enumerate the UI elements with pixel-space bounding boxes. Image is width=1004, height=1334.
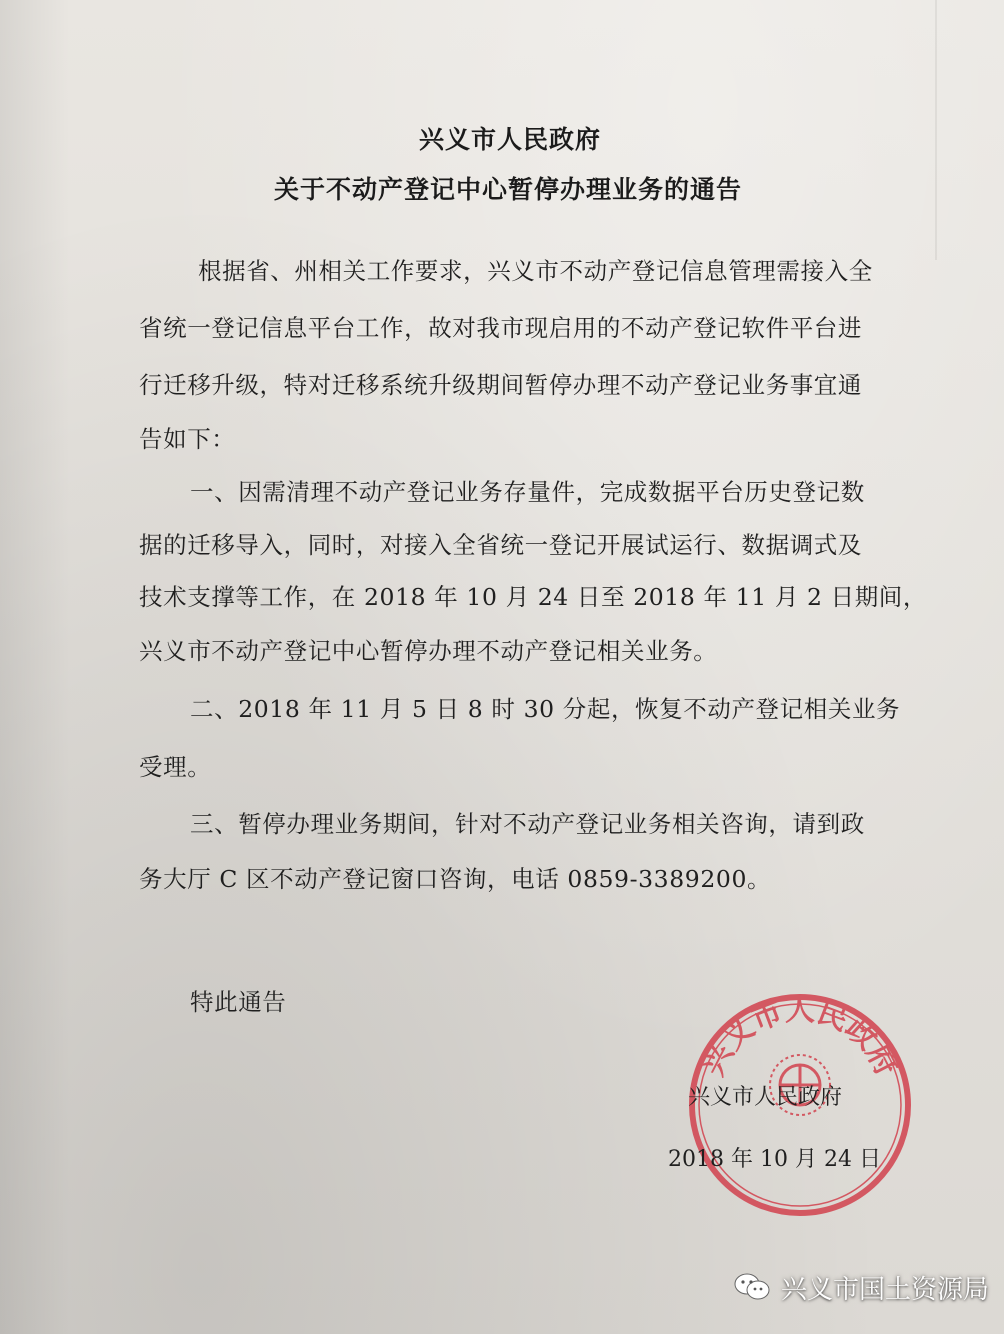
body-line: 告如下： [139, 425, 236, 453]
notice-title-issuer: 兴义市人民政府 [418, 125, 601, 154]
body-line: 务大厅 C 区不动产登记窗口咨询，电话 0859-3389200。 [139, 865, 772, 893]
closing-text: 特此通告 [190, 988, 287, 1016]
signature-issuer: 兴义市人民政府 [688, 1085, 843, 1110]
body-line: 省统一登记信息平台工作，故对我市现启用的不动产登记软件平台进 [139, 314, 862, 342]
body-line: 一、因需清理不动产登记业务存量件，完成数据平台历史登记数 [190, 478, 865, 506]
body-line: 技术支撑等工作，在 2018 年 10 月 24 日至 2018 年 11 月 2 日期间， [139, 583, 928, 611]
watermark-text: 兴义市国土资源局 [781, 1274, 990, 1305]
signature-date: 2018 年 10 月 24 日 [668, 1147, 881, 1172]
body-line: 受理。 [139, 753, 212, 781]
wechat-icon [733, 1271, 771, 1303]
notice-title-subject: 关于不动产登记中心暂停办理业务的通告 [273, 175, 742, 204]
account-watermark [733, 1262, 989, 1312]
body-line: 二、2018 年 11 月 5 日 8 时 30 分起，恢复不动产登记相关业务 [190, 695, 901, 723]
svg-text:兴义市人民政府: 兴义市人民政府 [696, 992, 904, 1082]
body-line: 兴义市不动产登记中心暂停办理不动产登记相关业务。 [139, 637, 718, 665]
body-line: 根据省、州相关工作要求，兴义市不动产登记信息管理需接入全 [198, 257, 873, 285]
body-line: 据的迁移导入，同时，对接入全省统一登记开展试运行、数据调式及 [139, 531, 862, 559]
body-line: 行迁移升级，特对迁移系统升级期间暂停办理不动产登记业务事宜通 [139, 371, 862, 399]
body-line: 三、暂停办理业务期间，针对不动产登记业务相关咨询，请到政 [190, 810, 865, 838]
